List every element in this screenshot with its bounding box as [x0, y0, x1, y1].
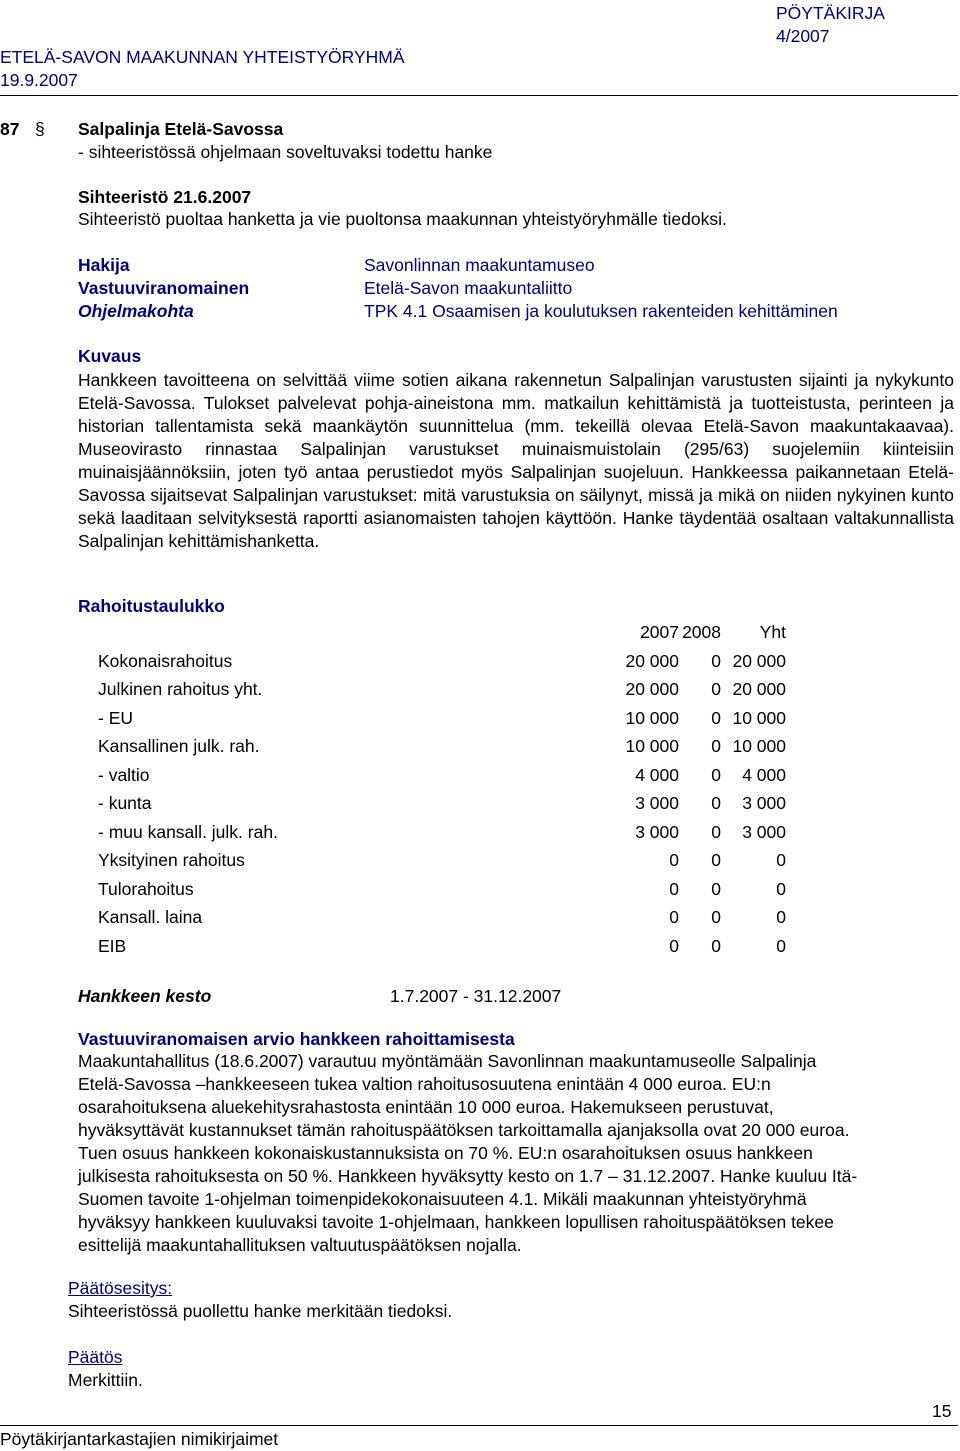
assessment-line: hyväksyy hankkeen kuuluvaksi tavoite 1-ohjelmaan, hankkeen lopullisen rahoituspäätöksen tekee [78, 1212, 834, 1232]
proposal-heading: Päätösesitys: [68, 1278, 173, 1298]
description-heading: Kuvaus [78, 346, 142, 366]
applicant-value: Savonlinnan maakuntamuseo [364, 255, 595, 275]
decision-text: Merkittiin. [68, 1370, 143, 1390]
row-label: Yksityinen rahoitus [98, 850, 245, 870]
cell-2007: 10 000 [625, 708, 679, 728]
cell-total: 4 000 [742, 765, 786, 785]
table-row [98, 708, 798, 730]
authority-label: Vastuuviranomainen [78, 278, 250, 298]
row-label: Tulorahoitus [98, 879, 194, 899]
cell-2008: 0 [711, 879, 721, 899]
assessment-line: osarahoituksena aluekehitysrahastosta enintään 10 000 euroa. Hakemukseen perustuvat, [78, 1097, 774, 1117]
signature-label: Pöytäkirjantarkastajien nimikirjaimet [0, 1429, 279, 1449]
document-number: 4/2007 [776, 26, 830, 46]
applicant-label: Hakija [78, 255, 130, 275]
decision-heading: Päätös [68, 1347, 123, 1367]
cell-2007: 20 000 [625, 651, 679, 671]
proposal-text: Sihteeristössä puollettu hanke merkitään tiedoksi. [68, 1301, 453, 1321]
assessment-line: Tuen osuus hankkeen kokonaiskustannuksista on 70 %. EU:n osarahoituksen osuus hankkeen [78, 1143, 813, 1163]
cell-total: 10 000 [732, 736, 786, 756]
assessment-line: julkisesta rahoituksesta on 50 %. Hankkeen hyväksytty kesto on 1.7 – 31.12.2007. Hanke kuuluu Itä- [78, 1166, 858, 1186]
column-header: 2007 [640, 622, 679, 642]
program-value: TPK 4.1 Osaamisen ja koulutuksen rakenteiden kehittäminen [364, 301, 838, 321]
item-title: Salpalinja Etelä-Savossa [78, 119, 284, 139]
table-row [98, 907, 798, 929]
table-row [98, 850, 798, 872]
cell-2008: 0 [711, 708, 721, 728]
cell-2007: 4 000 [635, 765, 679, 785]
assessment-line: hyväksyttävät kustannukset tämän rahoituspäätöksen tarkoittamalla ajanjaksolla ovat 20 000 euroa. [78, 1120, 850, 1140]
cell-2007: 3 000 [635, 793, 679, 813]
table-row [98, 793, 798, 815]
column-header: Yht [759, 622, 786, 642]
cell-2008: 0 [711, 736, 721, 756]
cell-total: 20 000 [732, 679, 786, 699]
row-label: Kansallinen julk. rah. [98, 736, 260, 756]
cell-2008: 0 [711, 907, 721, 927]
assessment-line: Suomen tavoite 1-ohjelman toimenpidekokonaisuuteen 4.1. Mikäli maakunnan yhteistyöryhmä [78, 1189, 807, 1209]
description-text: Hankkeen tavoitteena on selvittää viime sotien aikana rakennetun Salpalinjan varustusten sijainti ja nykykunto Etelä-Savossa. Tulokset palvelevat pohja-aineistona mm. matkailun kehittämistä ja tuotteistusta, perinteen ja historian tallentamista sekä maankäytön suunnittelua (mm. tekeillä olevaa Etelä-Savon maakuntakaavaa). Museovirasto rinnastaa Salpalinjan varustukset muinaismuistolain (295/63) suojelemiin kiinteisiin muinaisjäännöksiin, joten työ antaa perustiedot myös Salpalinjan suojeluun. Hankkeessa paikannetaan Etelä-Savossa sijaitsevat Salpalinjan varustukset: mitä varustuksia on säilynyt, missä ja mikä on niiden nykyinen kunto sekä laaditaan selvityksestä raportti asianomaisten tahojen käyttöön. Hanke täydentää osaltaan valtakunnallista Salpalinjan kehittämishanketta. [78, 370, 954, 551]
row-label: Julkinen rahoitus yht. [98, 679, 263, 699]
cell-2008: 0 [711, 850, 721, 870]
cell-total: 0 [776, 907, 786, 927]
assessment-line: Etelä-Savossa –hankkeeseen tukea valtion rahoitusosuutena enintään 4 000 euroa. EU:n [78, 1074, 771, 1094]
program-label: Ohjelmakohta [78, 301, 194, 321]
cell-2007: 10 000 [625, 736, 679, 756]
table-row [98, 822, 798, 844]
cell-2007: 3 000 [635, 822, 679, 842]
cell-2008: 0 [711, 765, 721, 785]
cell-total: 3 000 [742, 793, 786, 813]
row-label: - muu kansall. julk. rah. [98, 822, 278, 842]
row-label: - kunta [98, 793, 152, 813]
row-label: - EU [98, 708, 133, 728]
table-row [98, 651, 798, 673]
section-symbol: § [35, 119, 45, 139]
item-subtitle: - sihteeristössä ohjelmaan soveltuvaksi todettu hanke [78, 142, 493, 162]
table-row [98, 879, 798, 901]
item-number: 87 [0, 119, 20, 139]
meeting-date: 19.9.2007 [0, 70, 78, 90]
duration-label: Hankkeen kesto [78, 986, 212, 1006]
cell-2008: 0 [711, 679, 721, 699]
cell-2008: 0 [711, 651, 721, 671]
funding-table-header [98, 622, 798, 644]
cell-total: 20 000 [732, 651, 786, 671]
duration-value: 1.7.2007 - 31.12.2007 [390, 986, 562, 1006]
cell-2007: 0 [669, 907, 679, 927]
cell-total: 0 [776, 936, 786, 956]
cell-2007: 0 [669, 850, 679, 870]
organization-name: ETELÄ-SAVON MAAKUNNAN YHTEISTYÖRYHMÄ [0, 47, 405, 67]
page-number: 15 [932, 1401, 952, 1421]
footer-divider [0, 1425, 958, 1426]
row-label: EIB [98, 936, 127, 956]
row-label: Kokonaisrahoitus [98, 651, 233, 671]
assessment-line: Maakuntahallitus (18.6.2007) varautuu myöntämään Savonlinnan maakuntamuseolle Salpalinja [78, 1051, 817, 1071]
cell-total: 10 000 [732, 708, 786, 728]
table-row [98, 736, 798, 758]
document-type: PÖYTÄKIRJA [776, 3, 885, 23]
cell-2007: 20 000 [625, 679, 679, 699]
authority-value: Etelä-Savon maakuntaliitto [364, 278, 573, 298]
row-label: Kansall. laina [98, 907, 203, 927]
cell-total: 3 000 [742, 822, 786, 842]
secretariat-text: Sihteeristö puoltaa hanketta ja vie puoltonsa maakunnan yhteistyöryhmälle tiedoksi. [78, 209, 727, 229]
column-header: 2008 [682, 622, 721, 642]
row-label: - valtio [98, 765, 150, 785]
cell-2007: 0 [669, 936, 679, 956]
table-row [98, 679, 798, 701]
secretariat-heading: Sihteeristö 21.6.2007 [78, 187, 252, 207]
table-row [98, 765, 798, 787]
assessment-line: esittelijä maakuntahallituksen valtuutuspäätöksen nojalla. [78, 1235, 522, 1255]
cell-2008: 0 [711, 936, 721, 956]
cell-total: 0 [776, 850, 786, 870]
table-row [98, 936, 798, 958]
header-divider [0, 95, 958, 96]
funding-heading: Rahoitustaulukko [78, 596, 225, 616]
cell-2008: 0 [711, 793, 721, 813]
assessment-heading: Vastuuviranomaisen arvio hankkeen rahoittamisesta [78, 1029, 515, 1049]
cell-2008: 0 [711, 822, 721, 842]
cell-2007: 0 [669, 879, 679, 899]
cell-total: 0 [776, 879, 786, 899]
